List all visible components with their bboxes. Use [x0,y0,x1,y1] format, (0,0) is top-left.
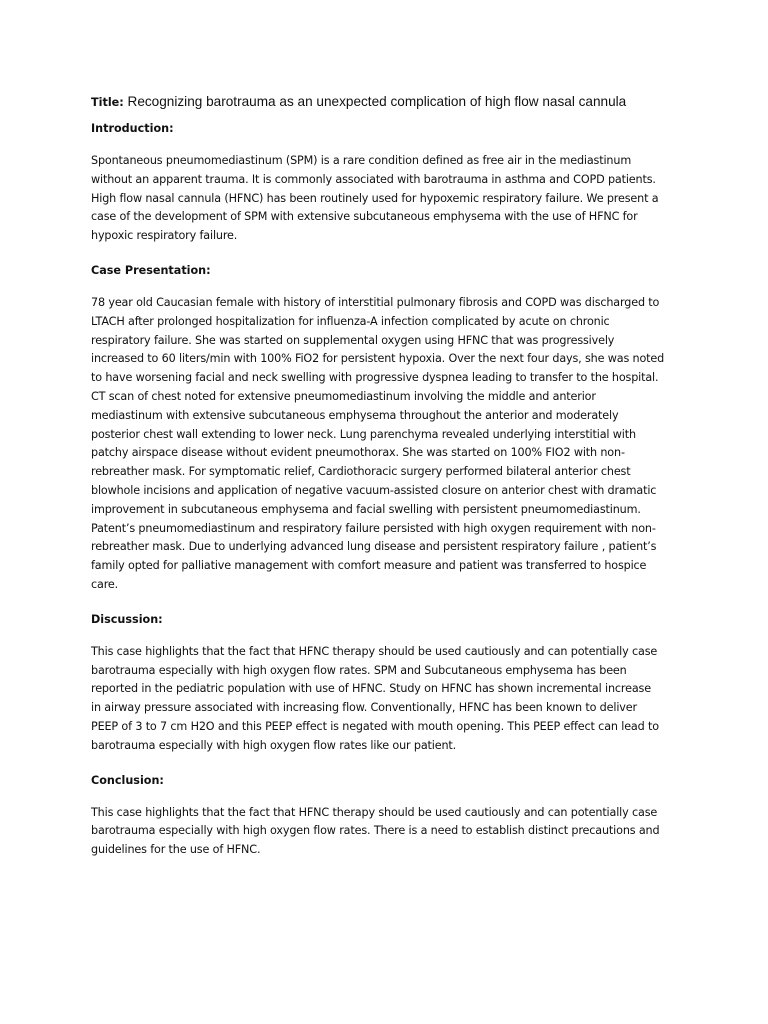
text-line: patchy airspace disease without evident pneumothorax. She was started on 100% FIO2 with non- [91,446,625,460]
document-title [91,93,691,112]
paragraph-case-presentation [91,294,691,595]
document-body [91,122,691,860]
text-line: blowhole incisions and application of negative vacuum-assisted closure on anterior chest with dramatic [91,483,657,497]
text-line: case of the development of SPM with extensive subcutaneous emphysema with the use of HFNC for [91,210,638,224]
section-case-presentation [91,264,691,595]
paragraph-introduction [91,152,691,246]
title-text: Recognizing barotrauma as an unexpected complication of high flow nasal cannula [127,94,627,109]
text-line: family opted for palliative management with comfort measure and patient was transferred to hospice [91,559,647,573]
text-line: without an apparent trauma. It is commonly associated with barotrauma in asthma and COPD patients. [91,172,656,186]
text-line: This case highlights that the fact that HFNC therapy should be used cautiously and can potentially case [91,644,658,658]
section-discussion [91,613,691,756]
text-line: PEEP of 3 to 7 cm H2O and this PEEP effect is negated with mouth opening. This PEEP effect can lead to [91,719,659,733]
document-page [91,93,691,878]
text-line: in airway pressure associated with increasing flow. Conventionally, HFNC has been known to deliver [91,701,637,715]
text-line: mediastinum with extensive subcutaneous emphysema throughout the anterior and moderately [91,408,619,422]
heading-conclusion: Conclusion: [91,773,164,787]
text-line: 78 year old Caucasian female with history of interstitial pulmonary fibrosis and COPD was discharged to [91,295,660,309]
text-line: barotrauma especially with high oxygen flow rates. There is a need to establish distinct precautions and [91,824,660,838]
heading-introduction: Introduction: [91,122,174,135]
text-line: Patent’s pneumomediastinum and respiratory failure persisted with high oxygen requirement with non- [91,521,656,535]
text-line: to have worsening facial and neck swelling with progressive dyspnea leading to transfer to the hospital. [91,371,659,385]
title-label: Title: [91,96,124,109]
heading-case-presentation: Case Presentation: [91,263,211,277]
text-line: Spontaneous pneumomediastinum (SPM) is a rare condition defined as free air in the mediastinum [91,154,632,167]
text-line: CT scan of chest noted for extensive pneumomediastinum involving the middle and anterior [91,389,596,403]
text-line: rebreather mask. For symptomatic relief, Cardiothoracic surgery performed bilateral anterior chest [91,465,631,479]
text-line: increased to 60 liters/min with 100% FiO2 for persistent hypoxia. Over the next four days, she was noted [91,352,665,366]
heading-discussion: Discussion: [91,612,163,626]
text-line: posterior chest wall extending to lower neck. Lung parenchyma revealed underlying interstitial with [91,427,636,441]
text-line: reported in the pediatric population with use of HFNC. Study on HFNC has shown incremental increase [91,682,651,696]
text-line: guidelines for the use of HFNC. [91,843,261,857]
text-line: respiratory failure. She was started on supplemental oxygen using HFNC that was progressively [91,333,615,347]
text-line: hypoxic respiratory failure. [91,229,238,243]
text-line: This case highlights that the fact that HFNC therapy should be used cautiously and can potentially case [91,805,658,819]
section-introduction [91,122,691,246]
text-line: barotrauma especially with high oxygen flow rates like our patient. [91,738,457,752]
text-line: improvement in subcutaneous emphysema and facial swelling with persistent pneumomediastinum. [91,502,641,516]
text-line: barotrauma especially with high oxygen flow rates. SPM and Subcutaneous emphysema has been [91,663,627,677]
paragraph-conclusion [91,804,691,860]
paragraph-discussion [91,643,691,756]
text-line: rebreather mask. Due to underlying advanced lung disease and persistent respiratory failure , patient’s [91,540,657,554]
text-line: High flow nasal cannula (HFNC) has been routinely used for hypoxemic respiratory failure. We present a [91,191,659,205]
section-conclusion [91,774,691,860]
text-line: care. [91,577,119,591]
text-line: LTACH after prolonged hospitalization for influenza-A infection complicated by acute on chronic [91,314,610,328]
